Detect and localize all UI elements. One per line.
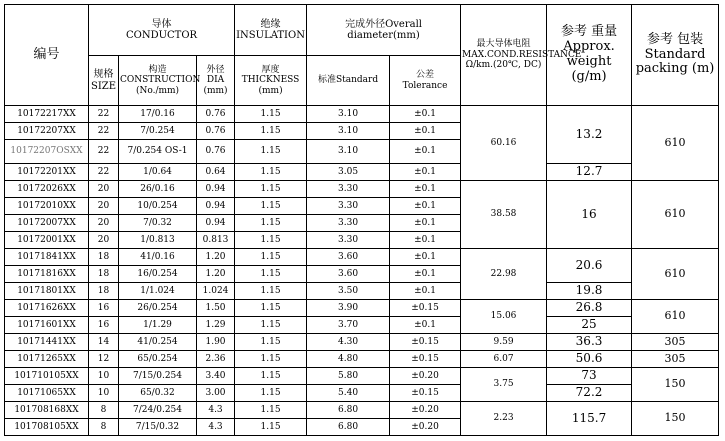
cell-size: 8	[89, 402, 119, 419]
cell-tolerance: ±0.1	[390, 181, 461, 198]
header-tolerance	[390, 56, 461, 106]
cell-code: 10171801XX	[5, 283, 89, 300]
cell-dia: 0.94	[197, 181, 235, 198]
cell-size: 20	[89, 215, 119, 232]
cell-resistance: 38.58	[461, 181, 547, 249]
cell-size: 22	[89, 106, 119, 123]
cell-tolerance: ±0.1	[390, 215, 461, 232]
cell-code: 10172026XX	[5, 181, 89, 198]
cell-code: 10172207XX	[5, 123, 89, 140]
cell-standard: 3.10	[307, 140, 390, 164]
cell-weight: 19.8	[547, 283, 632, 300]
cell-thickness: 1.15	[235, 300, 307, 317]
cell-size: 10	[89, 385, 119, 402]
cell-construction: 65/0.254	[119, 351, 197, 368]
cell-dia: 1.20	[197, 266, 235, 283]
cell-standard: 3.10	[307, 106, 390, 123]
cell-weight: 25	[547, 317, 632, 334]
header-tolerance-en: Tolerance	[402, 80, 448, 91]
header-thickness-cn: 厚度	[261, 64, 280, 75]
cell-packing: 150	[632, 368, 719, 402]
header-construction-en: CONSTRUCTION (No./mm)	[120, 75, 201, 96]
table-row	[5, 368, 719, 385]
cell-packing: 305	[632, 351, 719, 368]
cell-tolerance: ±0.1	[390, 140, 461, 164]
cell-resistance: 3.75	[461, 368, 547, 402]
cell-thickness: 1.15	[235, 385, 307, 402]
cell-code: 10172217XX	[5, 106, 89, 123]
cell-tolerance: ±0.20	[390, 368, 461, 385]
header-construction-cn: 构造	[148, 64, 167, 75]
cell-standard: 5.40	[307, 385, 390, 402]
cell-thickness: 1.15	[235, 123, 307, 140]
table-row	[5, 300, 719, 317]
cell-size: 22	[89, 140, 119, 164]
cell-construction: 41/0.16	[119, 249, 197, 266]
cell-weight: 26.8	[547, 300, 632, 317]
cell-size: 22	[89, 164, 119, 181]
cell-standard: 3.60	[307, 249, 390, 266]
cell-size: 8	[89, 419, 119, 436]
cell-construction: 7/0.254	[119, 123, 197, 140]
cell-thickness: 1.15	[235, 266, 307, 283]
cell-dia: 0.76	[197, 123, 235, 140]
header-code: 编号	[5, 5, 89, 106]
header-packing: 参考 包装 Standard packing (m)	[632, 5, 719, 106]
cell-thickness: 1.15	[235, 198, 307, 215]
cell-size: 22	[89, 123, 119, 140]
cell-construction: 1/1.024	[119, 283, 197, 300]
cell-weight: 50.6	[547, 351, 632, 368]
cell-packing: 610	[632, 249, 719, 300]
cell-size: 16	[89, 300, 119, 317]
cell-size: 14	[89, 334, 119, 351]
cell-code: 10171626XX	[5, 300, 89, 317]
cell-standard: 3.90	[307, 300, 390, 317]
cell-dia: 1.20	[197, 249, 235, 266]
cell-code: 10172001XX	[5, 232, 89, 249]
cell-thickness: 1.15	[235, 215, 307, 232]
header-resistance: 最大导体电阻 MAX.COND.RESISTANCE Ω/km.(20℃, DC)	[461, 5, 547, 106]
cell-weight: 16	[547, 181, 632, 249]
table-row	[5, 334, 719, 351]
cell-packing: 610	[632, 181, 719, 249]
cell-dia: 3.40	[197, 368, 235, 385]
header-insulation	[235, 5, 307, 56]
header-thickness-unit: (mm)	[258, 85, 283, 96]
header-dia-cn: 外径	[206, 64, 225, 75]
header-overall-en: diameter(mm)	[347, 30, 420, 41]
cell-dia: 0.813	[197, 232, 235, 249]
cell-weight: 73	[547, 368, 632, 385]
cell-resistance: 15.06	[461, 300, 547, 334]
cell-size: 18	[89, 283, 119, 300]
cell-size: 16	[89, 317, 119, 334]
cell-construction: 7/24/0.254	[119, 402, 197, 419]
header-conductor-en: CONDUCTOR	[125, 30, 198, 41]
cell-size: 18	[89, 249, 119, 266]
cell-dia: 1.024	[197, 283, 235, 300]
cell-size: 12	[89, 351, 119, 368]
header-tolerance-cn: 公差	[416, 70, 435, 81]
cell-dia: 1.29	[197, 317, 235, 334]
header-dia-en: DIA	[206, 75, 225, 86]
table-row	[5, 106, 719, 123]
header-size-en: SIZE	[90, 80, 117, 92]
cell-thickness: 1.15	[235, 181, 307, 198]
cell-standard: 6.80	[307, 402, 390, 419]
cell-tolerance: ±0.1	[390, 123, 461, 140]
table-row	[5, 402, 719, 419]
cell-construction: 1/1.29	[119, 317, 197, 334]
cell-tolerance: ±0.1	[390, 266, 461, 283]
cell-resistance: 2.23	[461, 402, 547, 436]
cell-standard: 3.70	[307, 317, 390, 334]
cell-tolerance: ±0.15	[390, 351, 461, 368]
cell-code: 10171816XX	[5, 266, 89, 283]
cell-thickness: 1.15	[235, 368, 307, 385]
cell-construction: 10/0.254	[119, 198, 197, 215]
cell-resistance: 6.07	[461, 351, 547, 368]
cell-dia: 0.64	[197, 164, 235, 181]
cell-dia: 1.90	[197, 334, 235, 351]
header-weight: 参考 重量 Approx. weight (g/m)	[547, 5, 632, 106]
cell-code: 10171065XX	[5, 385, 89, 402]
cell-code: 10171265XX	[5, 351, 89, 368]
cell-code: 10172201XX	[5, 164, 89, 181]
cell-thickness: 1.15	[235, 334, 307, 351]
cell-construction: 65/0.32	[119, 385, 197, 402]
cell-resistance: 22.98	[461, 249, 547, 300]
header-insulation-cn: 绝缘	[260, 18, 281, 30]
cell-thickness: 1.15	[235, 317, 307, 334]
header-overall-diameter	[307, 5, 461, 56]
cell-construction: 41/0.254	[119, 334, 197, 351]
cell-standard: 3.10	[307, 123, 390, 140]
cell-code: 10171441XX	[5, 334, 89, 351]
header-thickness	[235, 56, 307, 106]
cell-dia: 0.94	[197, 198, 235, 215]
cell-code: 10172007XX	[5, 215, 89, 232]
cell-thickness: 1.15	[235, 140, 307, 164]
cell-packing: 610	[632, 106, 719, 181]
cell-construction: 26/0.254	[119, 300, 197, 317]
cell-standard: 3.30	[307, 181, 390, 198]
cell-code: 10172010XX	[5, 198, 89, 215]
cell-standard: 3.30	[307, 232, 390, 249]
cell-tolerance: ±0.1	[390, 106, 461, 123]
cell-dia: 2.36	[197, 351, 235, 368]
cell-weight: 115.7	[547, 402, 632, 436]
cell-dia: 0.76	[197, 106, 235, 123]
header-dia-unit: (mm)	[203, 85, 228, 96]
cell-construction: 7/15/0.254	[119, 368, 197, 385]
header-insulation-en: INSULATION	[236, 30, 305, 41]
cell-packing: 305	[632, 334, 719, 351]
cell-construction: 17/0.16	[119, 106, 197, 123]
cell-resistance: 60.16	[461, 106, 547, 181]
cell-dia: 4.3	[197, 419, 235, 436]
cell-thickness: 1.15	[235, 351, 307, 368]
cell-thickness: 1.15	[235, 419, 307, 436]
cell-resistance: 9.59	[461, 334, 547, 351]
cell-thickness: 1.15	[235, 283, 307, 300]
cell-construction: 7/0.32	[119, 215, 197, 232]
cell-standard: 3.30	[307, 198, 390, 215]
cell-code: 101708168XX	[5, 402, 89, 419]
cell-tolerance: ±0.15	[390, 385, 461, 402]
cell-standard: 4.80	[307, 351, 390, 368]
header-dia	[197, 56, 235, 106]
cell-standard: 6.80	[307, 419, 390, 436]
cell-standard: 3.30	[307, 215, 390, 232]
cell-code: 10172207OSXX	[5, 140, 89, 164]
cell-size: 18	[89, 266, 119, 283]
cell-packing: 610	[632, 300, 719, 334]
cell-thickness: 1.15	[235, 232, 307, 249]
cell-standard: 3.60	[307, 266, 390, 283]
cell-weight: 13.2	[547, 106, 632, 164]
table-row	[5, 317, 719, 334]
cell-tolerance: ±0.1	[390, 249, 461, 266]
cell-construction: 7/15/0.32	[119, 419, 197, 436]
cell-thickness: 1.15	[235, 249, 307, 266]
cell-tolerance: ±0.15	[390, 334, 461, 351]
cable-spec-table	[4, 4, 719, 436]
table-row	[5, 164, 719, 181]
table-row	[5, 351, 719, 368]
cell-dia: 1.50	[197, 300, 235, 317]
header-construction	[119, 56, 201, 106]
cell-standard: 3.05	[307, 164, 390, 181]
cell-code: 10171601XX	[5, 317, 89, 334]
cell-tolerance: ±0.1	[390, 232, 461, 249]
cell-tolerance: ±0.15	[390, 300, 461, 317]
cell-tolerance: ±0.1	[390, 164, 461, 181]
header-size	[89, 56, 119, 106]
cell-code: 10171841XX	[5, 249, 89, 266]
header-size-cn: 规格	[93, 69, 114, 80]
cell-weight: 20.6	[547, 249, 632, 283]
cell-packing: 150	[632, 402, 719, 436]
header-thickness-en: THICKNESS	[241, 75, 300, 86]
cell-dia: 0.94	[197, 215, 235, 232]
cell-tolerance: ±0.1	[390, 317, 461, 334]
cell-dia: 0.76	[197, 140, 235, 164]
cell-construction: 7/0.254 OS-1	[119, 140, 197, 164]
cell-construction: 26/0.16	[119, 181, 197, 198]
cell-weight: 72.2	[547, 385, 632, 402]
cell-size: 20	[89, 198, 119, 215]
cell-standard: 4.30	[307, 334, 390, 351]
cell-thickness: 1.15	[235, 402, 307, 419]
table-row	[5, 385, 719, 402]
header-conductor-cn: 导体	[151, 18, 172, 30]
cell-weight: 12.7	[547, 164, 632, 181]
header-overall-cn: 完成外径Overall	[345, 18, 422, 30]
cell-weight: 36.3	[547, 334, 632, 351]
cell-dia: 3.00	[197, 385, 235, 402]
cell-dia: 4.3	[197, 402, 235, 419]
cell-construction: 16/0.254	[119, 266, 197, 283]
cell-tolerance: ±0.20	[390, 402, 461, 419]
cell-size: 10	[89, 368, 119, 385]
cell-tolerance: ±0.1	[390, 198, 461, 215]
header-standard: 标准Standard	[307, 56, 390, 106]
cell-construction: 1/0.813	[119, 232, 197, 249]
table-row	[5, 283, 719, 300]
cell-thickness: 1.15	[235, 106, 307, 123]
cell-code: 101710105XX	[5, 368, 89, 385]
cell-construction: 1/0.64	[119, 164, 197, 181]
table-row	[5, 249, 719, 266]
header-conductor	[89, 5, 235, 56]
cell-code: 101708105XX	[5, 419, 89, 436]
cell-tolerance: ±0.1	[390, 283, 461, 300]
cell-size: 20	[89, 181, 119, 198]
cell-size: 20	[89, 232, 119, 249]
cell-thickness: 1.15	[235, 164, 307, 181]
cell-tolerance: ±0.20	[390, 419, 461, 436]
cell-standard: 5.80	[307, 368, 390, 385]
cell-standard: 3.50	[307, 283, 390, 300]
table-row	[5, 181, 719, 198]
